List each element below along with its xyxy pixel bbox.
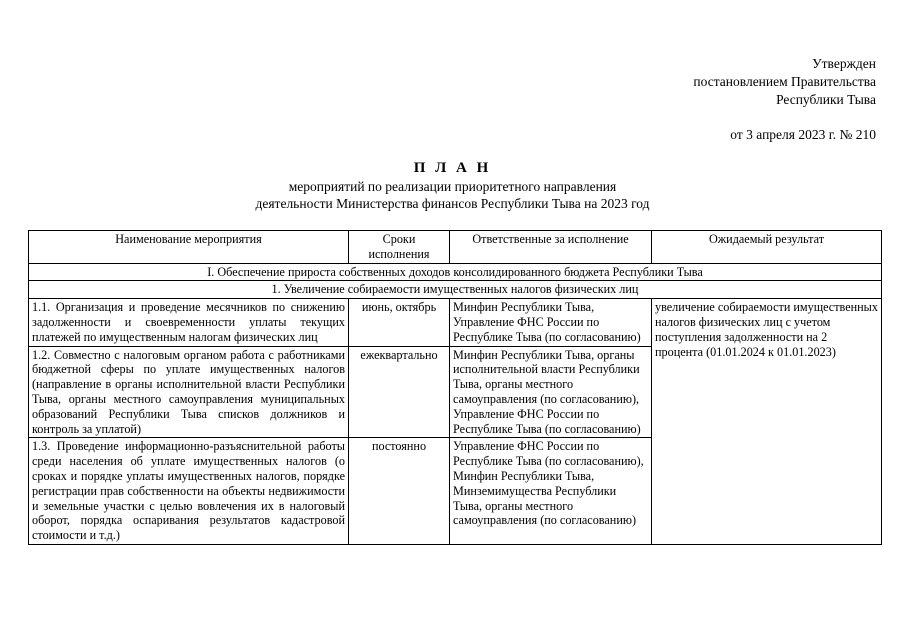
section-row — [29, 263, 882, 281]
header-deadline: Сроки исполнения — [349, 231, 450, 264]
row-deadline: постоянно — [349, 438, 450, 545]
table-header-row — [29, 231, 882, 264]
row-name: 1.3. Проведение информационно-разъяснительной работы среди населения об уплате имущественных налогов (о сроках и порядке уплаты имущественных налогов, порядке регистрации прав собственности на объекты недвижимости и земельные участки с целью вовлечения их в налоговый оборот, порядка оспаривания результатов кадастровой стоимости и т.д.) — [29, 438, 349, 545]
document-subtitle — [0, 178, 905, 212]
approval-stamp — [636, 55, 876, 144]
approval-line-3: Республики Тыва — [776, 92, 876, 107]
header-name: Наименование мероприятия — [29, 231, 349, 264]
header-responsible: Ответственные за исполнение — [450, 231, 652, 264]
row-responsible: Управление ФНС России по Республике Тыва (по согласованию), Минфин Республики Тыва, Минземимущества Республики Тыва, органы местного самоуправления (по согласованию) — [450, 438, 652, 545]
row-responsible: Минфин Республики Тыва, органы исполнительной власти Республики Тыва, органы местного самоуправления (по согласованию), Управление ФНС России по Республике Тыва (по согласованию) — [450, 346, 652, 438]
approval-line-2: постановлением Правительства — [693, 74, 876, 89]
approval-date: от 3 апреля 2023 г. № 210 — [730, 127, 876, 142]
row-deadline: июнь, октябрь — [349, 299, 450, 346]
row-deadline: ежеквартально — [349, 346, 450, 438]
row-result: увеличение собираемости имущественных налогов физических лиц с учетом поступления задолженности на 2 процента (01.01.2024 к 01.01.2023) — [652, 299, 882, 545]
header-result: Ожидаемый результат — [652, 231, 882, 264]
document-title: П Л А Н — [413, 160, 492, 176]
row-responsible: Минфин Республики Тыва, Управление ФНС России по Республике Тыва (по согласованию) — [450, 299, 652, 346]
row-name: 1.1. Организация и проведение месячников по снижению задолженности и своевременности уплаты текущих платежей по имущественным налогам физических лиц — [29, 299, 349, 346]
row-name: 1.2. Совместно с налоговым органом работа с работниками бюджетной сферы по уплате имущественных налогов (направление в органы исполнительной власти Республики Тыва, органы местного самоуправления муниципальных образований Республики Тыва списков должников и контроль за уплатой) — [29, 346, 349, 438]
plan-table — [28, 230, 882, 545]
subtitle-line-2: деятельности Министерства финансов Республики Тыва на 2023 год — [255, 196, 650, 211]
subsection-row — [29, 281, 882, 299]
subsection-title: 1. Увеличение собираемости имущественных налогов физических лиц — [29, 281, 882, 299]
approval-line-1: Утвержден — [812, 56, 876, 71]
section-title: I. Обеспечение прироста собственных доходов консолидированного бюджета Республики Тыва — [29, 263, 882, 281]
table-row — [29, 299, 882, 346]
subtitle-line-1: мероприятий по реализации приоритетного направления — [288, 179, 617, 194]
